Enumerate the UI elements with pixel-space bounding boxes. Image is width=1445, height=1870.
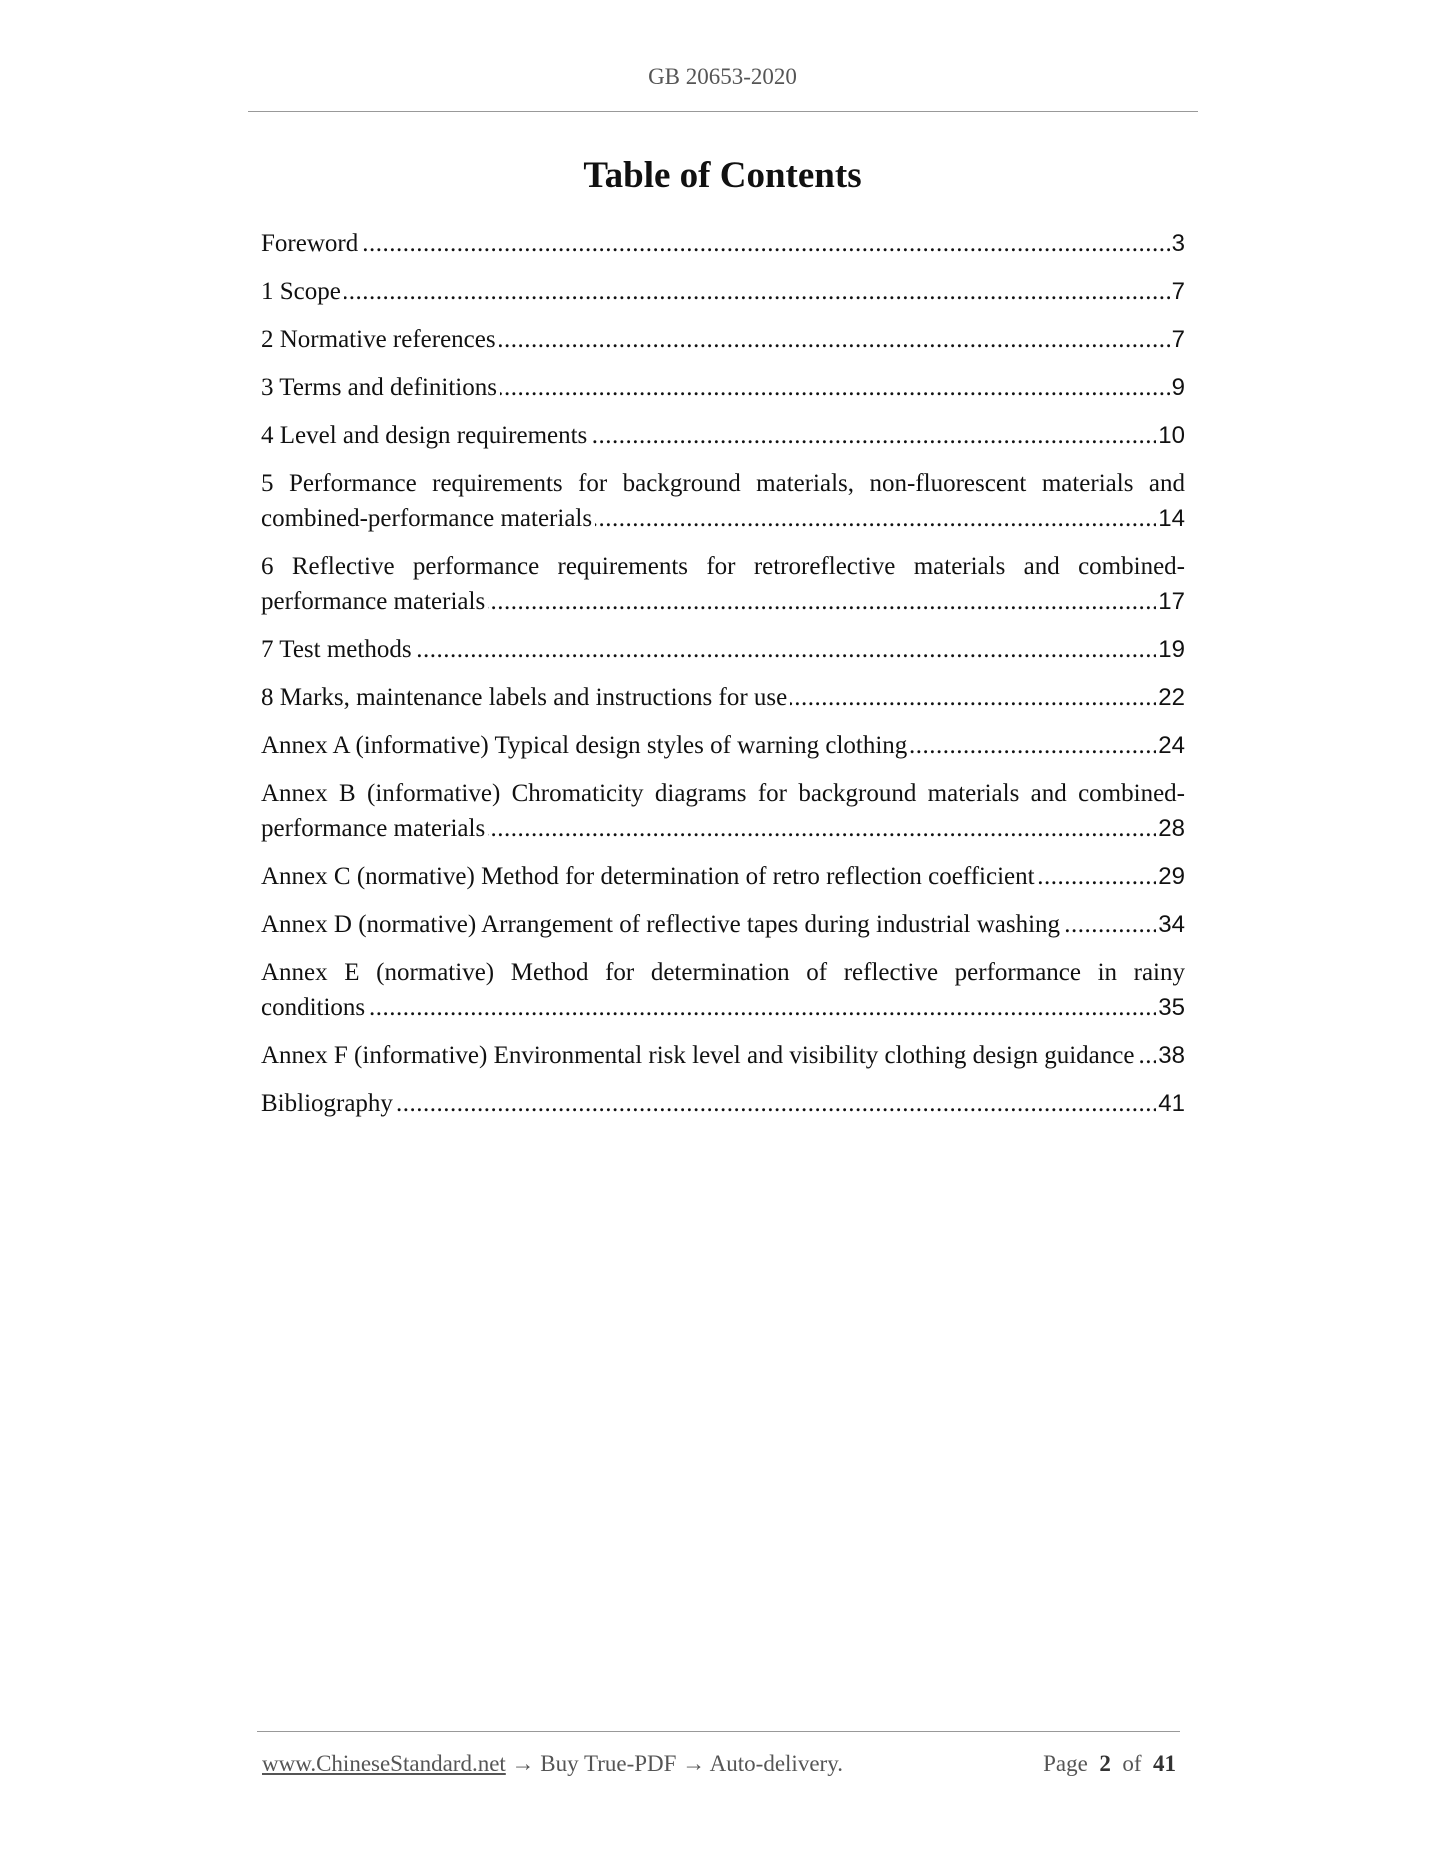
- toc-entry-page: 28: [1156, 811, 1185, 846]
- toc-entry[interactable]: [261, 466, 1185, 536]
- toc-entry[interactable]: [261, 1086, 1185, 1121]
- toc-entry[interactable]: [261, 274, 1185, 309]
- table-of-contents: [261, 226, 1185, 1134]
- header-divider: [248, 111, 1198, 112]
- toc-entry-label: 2 Normative references: [261, 326, 499, 353]
- website-link[interactable]: www.ChineseStandard.net: [262, 1751, 506, 1776]
- page-indicator: [1043, 1751, 1176, 1777]
- toc-entry-page: 17: [1156, 584, 1185, 619]
- toc-entry[interactable]: [261, 549, 1185, 619]
- toc-entry-page: 38: [1156, 1038, 1185, 1073]
- toc-entry-page: 29: [1156, 859, 1185, 894]
- toc-entry-label: 8 Marks, maintenance labels and instructions for use: [261, 684, 790, 711]
- toc-entry-label: Foreword: [261, 230, 361, 257]
- toc-entry[interactable]: [261, 907, 1185, 942]
- toc-entry-page: 34: [1156, 907, 1185, 942]
- of-label: of: [1122, 1751, 1142, 1776]
- toc-entry-page: 41: [1156, 1086, 1185, 1121]
- toc-entry[interactable]: [261, 859, 1185, 894]
- toc-entry-label: Annex B (informative) Chromaticity diagrams for background materials and combined-performance materials: [261, 780, 1185, 842]
- toc-entry-label: 1 Scope: [261, 278, 344, 305]
- page-label: Page: [1043, 1751, 1088, 1776]
- buy-pdf-text: Buy True-PDF: [540, 1751, 677, 1776]
- auto-delivery-text: Auto-delivery.: [709, 1751, 843, 1776]
- toc-entry[interactable]: [261, 418, 1185, 453]
- arrow-icon: →: [511, 1751, 535, 1776]
- toc-entry[interactable]: [261, 776, 1185, 846]
- footer-divider: [257, 1731, 1180, 1732]
- toc-entry-label: 5 Performance requirements for background materials, non-fluorescent materials and combined-performance materials: [261, 470, 1185, 532]
- toc-entry[interactable]: [261, 1038, 1185, 1073]
- toc-entry-label: Annex E (normative) Method for determination of reflective performance in rainy conditions: [261, 959, 1185, 1021]
- toc-entry[interactable]: [261, 370, 1185, 405]
- footer: [262, 1751, 1180, 1777]
- toc-entry-page: 10: [1156, 418, 1185, 453]
- toc-entry-label: 4 Level and design requirements: [261, 422, 590, 449]
- toc-entry-page: 14: [1156, 501, 1185, 536]
- toc-entry[interactable]: [261, 955, 1185, 1025]
- toc-entry-label: Annex C (normative) Method for determination of retro reflection coefficient: [261, 863, 1038, 890]
- toc-entry[interactable]: [261, 632, 1185, 667]
- page-title: Table of Contents: [583, 155, 862, 196]
- toc-entry[interactable]: [261, 680, 1185, 715]
- toc-entry-page: 7: [1170, 274, 1185, 309]
- toc-entry-page: 3: [1170, 226, 1185, 261]
- arrow-icon: →: [682, 1751, 706, 1776]
- document-code-header: GB 20653-2020: [648, 64, 797, 89]
- toc-entry[interactable]: [261, 226, 1185, 261]
- toc-entry-label: Bibliography: [261, 1090, 396, 1117]
- toc-entry-page: 35: [1156, 990, 1185, 1025]
- toc-entry[interactable]: [261, 728, 1185, 763]
- toc-entry-label: 7 Test methods: [261, 636, 415, 663]
- toc-entry-page: 24: [1156, 728, 1185, 763]
- toc-entry-page: 19: [1156, 632, 1185, 667]
- toc-entry-label: 3 Terms and definitions: [261, 374, 500, 401]
- toc-entry-page: 7: [1170, 322, 1185, 357]
- total-pages: 41: [1153, 1751, 1176, 1776]
- current-page: 2: [1099, 1751, 1111, 1776]
- toc-entry-page: 9: [1170, 370, 1185, 405]
- toc-entry[interactable]: [261, 322, 1185, 357]
- toc-entry-label: Annex D (normative) Arrangement of reflective tapes during industrial washing: [261, 911, 1063, 938]
- toc-entry-label: Annex A (informative) Typical design styles of warning clothing: [261, 732, 910, 759]
- toc-entry-page: 22: [1156, 680, 1185, 715]
- toc-entry-label: 6 Reflective performance requirements for retroreflective materials and combined-performance materials: [261, 553, 1185, 615]
- toc-entry-label: Annex F (informative) Environmental risk level and visibility clothing design guidance: [261, 1042, 1137, 1069]
